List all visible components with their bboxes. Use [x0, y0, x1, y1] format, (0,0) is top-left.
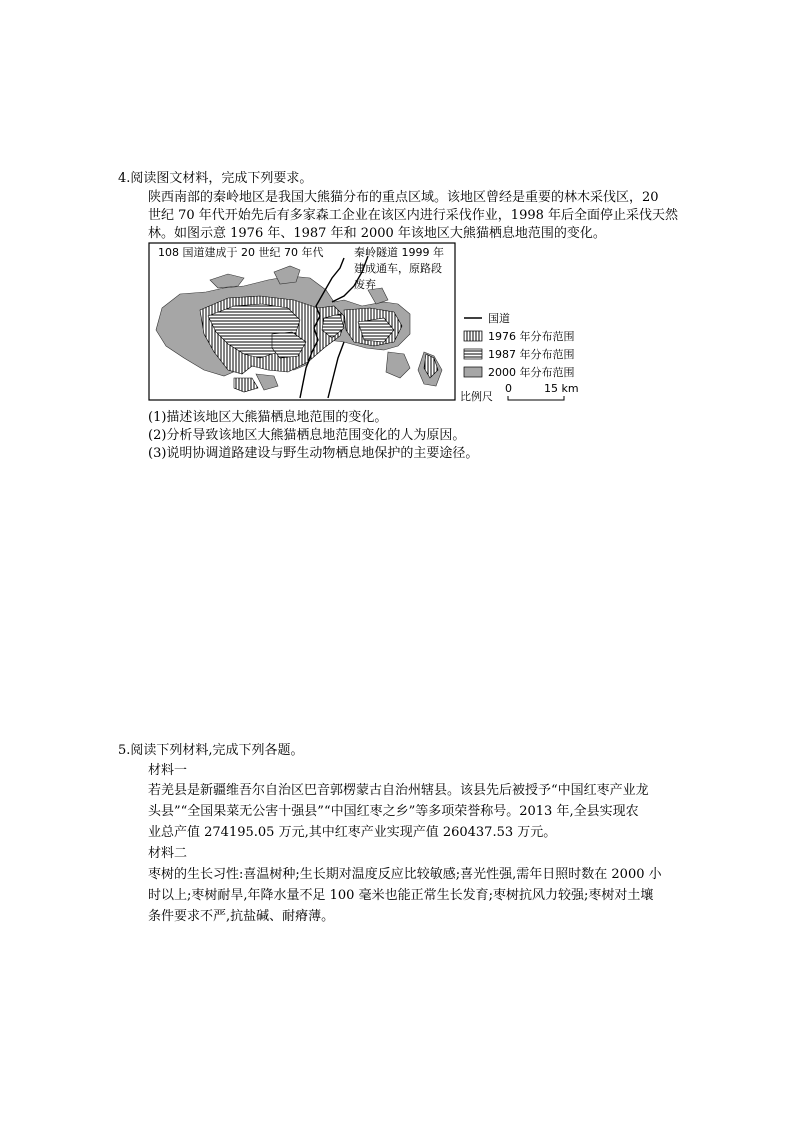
q4-sub-1: (1)描述该地区大熊猫栖息地范围的变化。: [148, 410, 388, 425]
q4-sub-3: (3)说明协调道路建设与野生动物栖息地保护的主要途径。: [148, 446, 479, 461]
q4-stem: 4.阅读图文材料，完成下列要求。: [118, 171, 313, 186]
panda-habitat-map: [148, 242, 596, 404]
q5-material-1-line-1: 若羌县是新疆维吾尔自治区巴音郭楞蒙古自治州辖县。该县先后被授予“中国红枣产业龙: [148, 783, 649, 798]
legend-1987-label: 1987 年分布范围: [488, 348, 575, 361]
legend-1976-label: 1976 年分布范围: [488, 330, 575, 343]
legend-1987-swatch: [464, 349, 482, 359]
q5-stem: 5.阅读下列材料,完成下列各题。: [118, 743, 304, 758]
q4-para-line-3: 林。如图示意 1976 年、1987 年和 2000 年该地区大熊猫栖息地范围的变化。: [148, 226, 606, 241]
q5-material-2-line-1: 枣树的生长习性:喜温树种;生长期对温度反应比较敏感;喜光性强,需年日照时数在 2000 小: [148, 867, 662, 882]
q4-para-line-1: 陕西南部的秦岭地区是我国大熊猫分布的重点区域。该地区曾经是重要的林木采伐区，20: [148, 190, 659, 205]
scale-bar: [508, 396, 564, 400]
map-legend: [460, 312, 579, 403]
q5-material-2-line-2: 时以上;枣树耐旱,年降水量不足 100 毫米也能正常生长发育;枣树抗风力较强;枣树对土壤: [148, 888, 654, 903]
note-tunnel-line-1: 秦岭隧道 1999 年: [354, 246, 444, 259]
legend-2000-label: 2000 年分布范围: [488, 366, 575, 379]
q5-material-1-title: 材料一: [148, 763, 188, 778]
q5-material-1-line-2: 头县”“全国果菜无公害十强县”“中国红枣之乡”等多项荣誉称号。2013 年,全县实现农: [148, 804, 639, 819]
scale-label: 比例尺: [460, 390, 493, 403]
scale-start: 0: [505, 382, 512, 395]
q5-material-2-title: 材料二: [148, 846, 188, 861]
legend-1976-swatch: [464, 331, 482, 341]
scale-end: 15 km: [544, 382, 579, 395]
note-tunnel-line-3: 废弃: [354, 278, 376, 291]
legend-road-label: 国道: [488, 312, 510, 325]
q5-material-1-line-3: 业总产值 274195.05 万元,其中红枣产业实现产值 260437.53 万元。: [148, 825, 557, 840]
note-road-108: 108 国道建成于 20 世纪 70 年代: [158, 246, 324, 259]
note-tunnel-line-2: 建成通车，原路段: [354, 262, 442, 275]
q4-para-line-2: 世纪 70 年代开始先后有多家森工企业在该区内进行采伐作业，1998 年后全面停止采伐天然: [148, 208, 679, 223]
q5-material-2-line-3: 条件要求不严,抗盐碱、耐瘠薄。: [148, 909, 335, 924]
q4-sub-2: (2)分析导致该地区大熊猫栖息地范围变化的人为原因。: [148, 428, 466, 443]
legend-2000-swatch: [464, 367, 482, 377]
